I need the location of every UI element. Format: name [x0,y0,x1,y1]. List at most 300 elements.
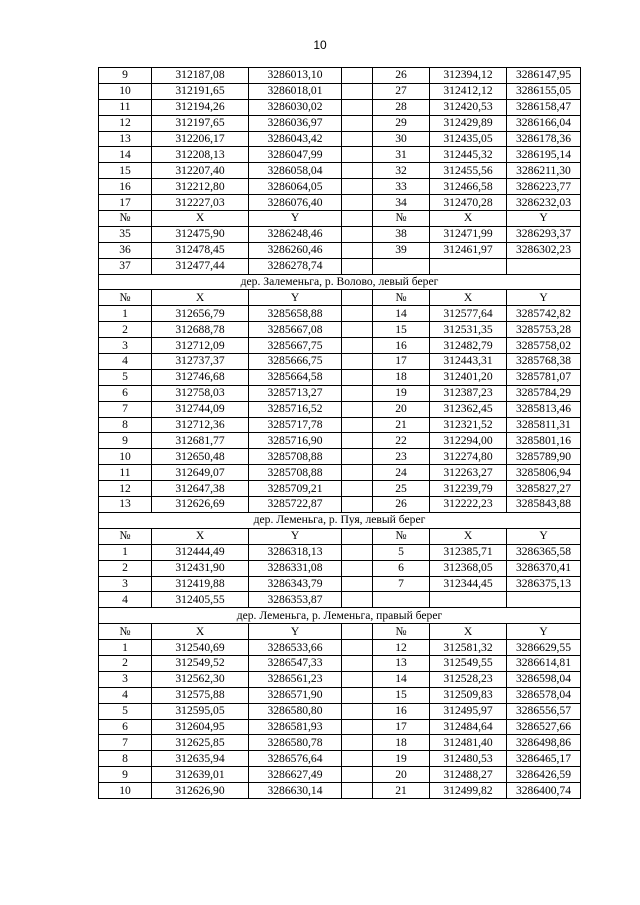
table-row [99,655,581,671]
x-coordinate-cell: 312385,71 [430,544,507,560]
spacer-cell [342,417,373,433]
point-number-cell: 32 [373,163,430,179]
y-coordinate-cell: 3286248,46 [249,226,342,242]
x-coordinate-cell: 312549,55 [430,655,507,671]
header-point-number-cell: № [99,290,152,306]
spacer-cell [342,719,373,735]
y-coordinate-cell: 3286178,36 [507,131,581,147]
x-coordinate-cell: 312577,64 [430,306,507,322]
x-coordinate-cell: 312362,45 [430,401,507,417]
y-coordinate-cell: 3286576,64 [249,751,342,767]
y-coordinate-cell: 3285811,31 [507,417,581,433]
y-coordinate-cell: 3285843,88 [507,497,581,513]
header-point-number-cell: № [373,624,430,640]
spacer-cell [342,655,373,671]
spacer-cell [342,640,373,656]
header-spacer-cell [342,624,373,640]
table-row [99,560,581,576]
table-row [99,433,581,449]
spacer-cell [342,99,373,115]
table-row [99,719,581,735]
point-number-cell: 27 [373,83,430,99]
header-point-number-cell: № [99,624,152,640]
y-coordinate-cell: 3286058,04 [249,163,342,179]
x-coordinate-cell: 312639,01 [152,767,249,783]
point-number-cell: 12 [373,640,430,656]
point-number-cell: 14 [373,306,430,322]
y-coordinate-cell: 3286598,04 [507,671,581,687]
x-coordinate-cell: 312746,68 [152,369,249,385]
point-number-cell: 10 [99,783,152,799]
table-row [99,592,581,608]
x-coordinate-cell: 312419,88 [152,576,249,592]
header-spacer-cell [342,211,373,227]
header-y-coordinate-cell: Y [249,624,342,640]
table-row [99,163,581,179]
x-coordinate-cell: 312656,79 [152,306,249,322]
header-point-number-cell: № [373,528,430,544]
point-number-cell: 2 [99,322,152,338]
x-coordinate-cell: 312208,13 [152,147,249,163]
spacer-cell [342,592,373,608]
point-number-cell: 17 [373,719,430,735]
x-coordinate-cell [430,258,507,274]
y-coordinate-cell: 3285742,82 [507,306,581,322]
x-coordinate-cell: 312187,08 [152,68,249,84]
header-point-number-cell: № [373,290,430,306]
spacer-cell [342,497,373,513]
point-number-cell: 19 [373,751,430,767]
point-number-cell: 2 [99,655,152,671]
spacer-cell [342,115,373,131]
point-number-cell: 30 [373,131,430,147]
point-number-cell: 8 [99,751,152,767]
y-coordinate-cell: 3286580,80 [249,703,342,719]
x-coordinate-cell: 312445,32 [430,147,507,163]
point-number-cell: 11 [99,99,152,115]
y-coordinate-cell: 3286232,03 [507,195,581,211]
x-coordinate-cell: 312681,77 [152,433,249,449]
point-number-cell: 16 [99,179,152,195]
point-number-cell: 18 [373,735,430,751]
point-number-cell: 2 [99,560,152,576]
spacer-cell [342,163,373,179]
y-coordinate-cell: 3286580,78 [249,735,342,751]
header-y-coordinate-cell: Y [507,528,581,544]
point-number-cell: 34 [373,195,430,211]
point-number-cell: 5 [99,703,152,719]
y-coordinate-cell: 3286547,33 [249,655,342,671]
point-number-cell: 33 [373,179,430,195]
table-row [99,544,581,560]
point-number-cell: 19 [373,385,430,401]
point-number-cell: 24 [373,465,430,481]
point-number-cell: 10 [99,83,152,99]
spacer-cell [342,465,373,481]
header-y-coordinate-cell: Y [507,211,581,227]
table-row [99,179,581,195]
spacer-cell [342,385,373,401]
spacer-cell [342,195,373,211]
header-x-coordinate-cell: X [430,211,507,227]
y-coordinate-cell: 3286614,81 [507,655,581,671]
x-coordinate-cell: 312758,03 [152,385,249,401]
point-number-cell: 7 [373,576,430,592]
spacer-cell [342,767,373,783]
header-y-coordinate-cell: Y [249,290,342,306]
x-coordinate-cell: 312595,05 [152,703,249,719]
table-row [99,497,581,513]
point-number-cell: 5 [373,544,430,560]
header-x-coordinate-cell: X [430,290,507,306]
y-coordinate-cell: 3285716,90 [249,433,342,449]
header-x-coordinate-cell: X [430,624,507,640]
point-number-cell: 9 [99,68,152,84]
x-coordinate-cell: 312368,05 [430,560,507,576]
x-coordinate-cell: 312475,90 [152,226,249,242]
point-number-cell: 7 [99,401,152,417]
x-coordinate-cell: 312227,03 [152,195,249,211]
spacer-cell [342,322,373,338]
x-coordinate-cell: 312540,69 [152,640,249,656]
point-number-cell: 20 [373,767,430,783]
y-coordinate-cell: 3286158,47 [507,99,581,115]
point-number-cell: 17 [99,195,152,211]
point-number-cell: 20 [373,401,430,417]
x-coordinate-cell: 312321,52 [430,417,507,433]
y-coordinate-cell: 3286155,05 [507,83,581,99]
y-coordinate-cell: 3286013,10 [249,68,342,84]
y-coordinate-cell: 3286211,30 [507,163,581,179]
x-coordinate-cell: 312239,79 [430,481,507,497]
y-coordinate-cell: 3286533,66 [249,640,342,656]
x-coordinate-cell: 312528,23 [430,671,507,687]
y-coordinate-cell: 3286018,01 [249,83,342,99]
y-coordinate-cell: 3286302,23 [507,242,581,258]
x-coordinate-cell [430,592,507,608]
x-coordinate-cell: 312531,35 [430,322,507,338]
point-number-cell: 13 [99,497,152,513]
header-x-coordinate-cell: X [152,211,249,227]
spacer-cell [342,576,373,592]
x-coordinate-cell: 312212,80 [152,179,249,195]
spacer-cell [342,258,373,274]
spacer-cell [342,83,373,99]
table-row [99,417,581,433]
x-coordinate-cell: 312625,85 [152,735,249,751]
point-number-cell: 28 [373,99,430,115]
spacer-cell [342,401,373,417]
x-coordinate-cell: 312429,89 [430,115,507,131]
spacer-cell [342,671,373,687]
table-row [99,449,581,465]
header-y-coordinate-cell: Y [249,211,342,227]
table-row [99,131,581,147]
table-row [99,703,581,719]
header-x-coordinate-cell: X [152,290,249,306]
point-number-cell: 1 [99,640,152,656]
header-y-coordinate-cell: Y [507,290,581,306]
y-coordinate-cell: 3286375,13 [507,576,581,592]
spacer-cell [342,751,373,767]
y-coordinate-cell: 3286370,41 [507,560,581,576]
y-coordinate-cell: 3285708,88 [249,465,342,481]
spacer-cell [342,338,373,354]
x-coordinate-cell: 312466,58 [430,179,507,195]
table-row [99,385,581,401]
x-coordinate-cell: 312461,97 [430,242,507,258]
table-row [99,751,581,767]
spacer-cell [342,544,373,560]
table-row [99,68,581,84]
x-coordinate-cell: 312650,48 [152,449,249,465]
y-coordinate-cell: 3285667,75 [249,338,342,354]
y-coordinate-cell: 3285753,28 [507,322,581,338]
y-coordinate-cell: 3286527,66 [507,719,581,735]
table-row [99,401,581,417]
y-coordinate-cell: 3286578,04 [507,687,581,703]
point-number-cell: 1 [99,306,152,322]
y-coordinate-cell: 3286064,05 [249,179,342,195]
table-row [99,242,581,258]
point-number-cell: 36 [99,242,152,258]
table-row [99,465,581,481]
spacer-cell [342,783,373,799]
point-number-cell: 4 [99,592,152,608]
point-number-cell: 6 [99,385,152,401]
x-coordinate-cell: 312387,23 [430,385,507,401]
x-coordinate-cell: 312191,65 [152,83,249,99]
spacer-cell [342,687,373,703]
x-coordinate-cell: 312420,53 [430,99,507,115]
point-number-cell: 6 [99,719,152,735]
y-coordinate-cell [507,258,581,274]
spacer-cell [342,147,373,163]
header-spacer-cell [342,528,373,544]
section-title: дер. Леменьга, р. Пуя, левый берег [99,512,581,528]
x-coordinate-cell: 312478,45 [152,242,249,258]
x-coordinate-cell: 312443,31 [430,354,507,370]
y-coordinate-cell: 3285784,29 [507,385,581,401]
x-coordinate-cell: 312712,36 [152,417,249,433]
point-number-cell: 14 [373,671,430,687]
point-number-cell: 13 [373,655,430,671]
point-number-cell: 5 [99,369,152,385]
point-number-cell: 31 [373,147,430,163]
x-coordinate-cell: 312197,65 [152,115,249,131]
y-coordinate-cell: 3285664,58 [249,369,342,385]
spacer-cell [342,68,373,84]
x-coordinate-cell: 312626,90 [152,783,249,799]
y-coordinate-cell: 3286627,49 [249,767,342,783]
header-y-coordinate-cell: Y [249,528,342,544]
x-coordinate-cell: 312549,52 [152,655,249,671]
y-coordinate-cell: 3285806,94 [507,465,581,481]
x-coordinate-cell: 312481,40 [430,735,507,751]
point-number-cell: 1 [99,544,152,560]
x-coordinate-cell: 312477,44 [152,258,249,274]
point-number-cell [373,592,430,608]
x-coordinate-cell: 312635,94 [152,751,249,767]
point-number-cell: 4 [99,687,152,703]
x-coordinate-cell: 312274,80 [430,449,507,465]
coordinates-table-body [99,68,581,799]
y-coordinate-cell: 3286278,74 [249,258,342,274]
x-coordinate-cell: 312222,23 [430,497,507,513]
y-coordinate-cell: 3286343,79 [249,576,342,592]
x-coordinate-cell: 312405,55 [152,592,249,608]
x-coordinate-cell: 312344,45 [430,576,507,592]
point-number-cell: 10 [99,449,152,465]
point-number-cell [373,258,430,274]
table-row [99,640,581,656]
table-row [99,735,581,751]
point-number-cell: 8 [99,417,152,433]
page-number: 10 [313,38,327,52]
point-number-cell: 25 [373,481,430,497]
point-number-cell: 9 [99,433,152,449]
header-x-coordinate-cell: X [152,528,249,544]
y-coordinate-cell: 3285768,38 [507,354,581,370]
x-coordinate-cell: 312412,12 [430,83,507,99]
y-coordinate-cell: 3285716,52 [249,401,342,417]
y-coordinate-cell: 3285801,16 [507,433,581,449]
point-number-cell: 6 [373,560,430,576]
x-coordinate-cell: 312482,79 [430,338,507,354]
point-number-cell: 18 [373,369,430,385]
spacer-cell [342,735,373,751]
section-header-row [99,274,581,290]
x-coordinate-cell: 312737,37 [152,354,249,370]
y-coordinate-cell: 3285667,08 [249,322,342,338]
spacer-cell [342,226,373,242]
header-point-number-cell: № [99,528,152,544]
point-number-cell: 3 [99,338,152,354]
section-title: дер. Залеменьга, р. Волово, левый берег [99,274,581,290]
spacer-cell [342,306,373,322]
point-number-cell: 13 [99,131,152,147]
point-number-cell: 9 [99,767,152,783]
spacer-cell [342,354,373,370]
header-spacer-cell [342,290,373,306]
column-header-row [99,528,581,544]
y-coordinate-cell: 3286318,13 [249,544,342,560]
x-coordinate-cell: 312562,30 [152,671,249,687]
x-coordinate-cell: 312294,00 [430,433,507,449]
table-row [99,322,581,338]
point-number-cell: 14 [99,147,152,163]
x-coordinate-cell: 312444,49 [152,544,249,560]
x-coordinate-cell: 312471,99 [430,226,507,242]
x-coordinate-cell: 312712,09 [152,338,249,354]
y-coordinate-cell: 3285789,90 [507,449,581,465]
x-coordinate-cell: 312470,28 [430,195,507,211]
y-coordinate-cell: 3286571,90 [249,687,342,703]
spacer-cell [342,242,373,258]
table-row [99,115,581,131]
point-number-cell: 21 [373,783,430,799]
spacer-cell [342,433,373,449]
y-coordinate-cell: 3285666,75 [249,354,342,370]
point-number-cell: 22 [373,433,430,449]
x-coordinate-cell: 312480,53 [430,751,507,767]
y-coordinate-cell: 3285813,46 [507,401,581,417]
y-coordinate-cell: 3286561,23 [249,671,342,687]
x-coordinate-cell: 312488,27 [430,767,507,783]
table-row [99,195,581,211]
table-row [99,576,581,592]
x-coordinate-cell: 312455,56 [430,163,507,179]
y-coordinate-cell: 3285827,27 [507,481,581,497]
y-coordinate-cell: 3285709,21 [249,481,342,497]
x-coordinate-cell: 312401,20 [430,369,507,385]
x-coordinate-cell: 312744,09 [152,401,249,417]
point-number-cell: 7 [99,735,152,751]
section-header-row [99,608,581,624]
table-row [99,338,581,354]
point-number-cell: 4 [99,354,152,370]
y-coordinate-cell: 3286047,99 [249,147,342,163]
y-coordinate-cell: 3286465,17 [507,751,581,767]
y-coordinate-cell: 3286331,08 [249,560,342,576]
x-coordinate-cell: 312575,88 [152,687,249,703]
x-coordinate-cell: 312604,95 [152,719,249,735]
coordinates-table [98,67,581,799]
table-row [99,147,581,163]
point-number-cell: 16 [373,338,430,354]
point-number-cell: 23 [373,449,430,465]
point-number-cell: 29 [373,115,430,131]
y-coordinate-cell: 3286166,04 [507,115,581,131]
point-number-cell: 3 [99,671,152,687]
y-coordinate-cell: 3285658,88 [249,306,342,322]
point-number-cell: 26 [373,68,430,84]
header-y-coordinate-cell: Y [507,624,581,640]
point-number-cell: 38 [373,226,430,242]
spacer-cell [342,703,373,719]
y-coordinate-cell: 3286353,87 [249,592,342,608]
y-coordinate-cell: 3286036,97 [249,115,342,131]
table-row [99,354,581,370]
spacer-cell [342,131,373,147]
y-coordinate-cell: 3286293,37 [507,226,581,242]
x-coordinate-cell: 312647,38 [152,481,249,497]
y-coordinate-cell: 3286426,59 [507,767,581,783]
y-coordinate-cell: 3286195,14 [507,147,581,163]
table-row [99,99,581,115]
point-number-cell: 35 [99,226,152,242]
x-coordinate-cell: 312206,17 [152,131,249,147]
point-number-cell: 3 [99,576,152,592]
y-coordinate-cell: 3285717,78 [249,417,342,433]
x-coordinate-cell: 312263,27 [430,465,507,481]
table-row [99,481,581,497]
header-x-coordinate-cell: X [430,528,507,544]
y-coordinate-cell: 3286076,40 [249,195,342,211]
x-coordinate-cell: 312194,26 [152,99,249,115]
spacer-cell [342,560,373,576]
y-coordinate-cell: 3285708,88 [249,449,342,465]
table-row [99,671,581,687]
y-coordinate-cell [507,592,581,608]
x-coordinate-cell: 312688,78 [152,322,249,338]
point-number-cell: 39 [373,242,430,258]
column-header-row [99,290,581,306]
table-row [99,306,581,322]
point-number-cell: 21 [373,417,430,433]
x-coordinate-cell: 312431,90 [152,560,249,576]
spacer-cell [342,179,373,195]
